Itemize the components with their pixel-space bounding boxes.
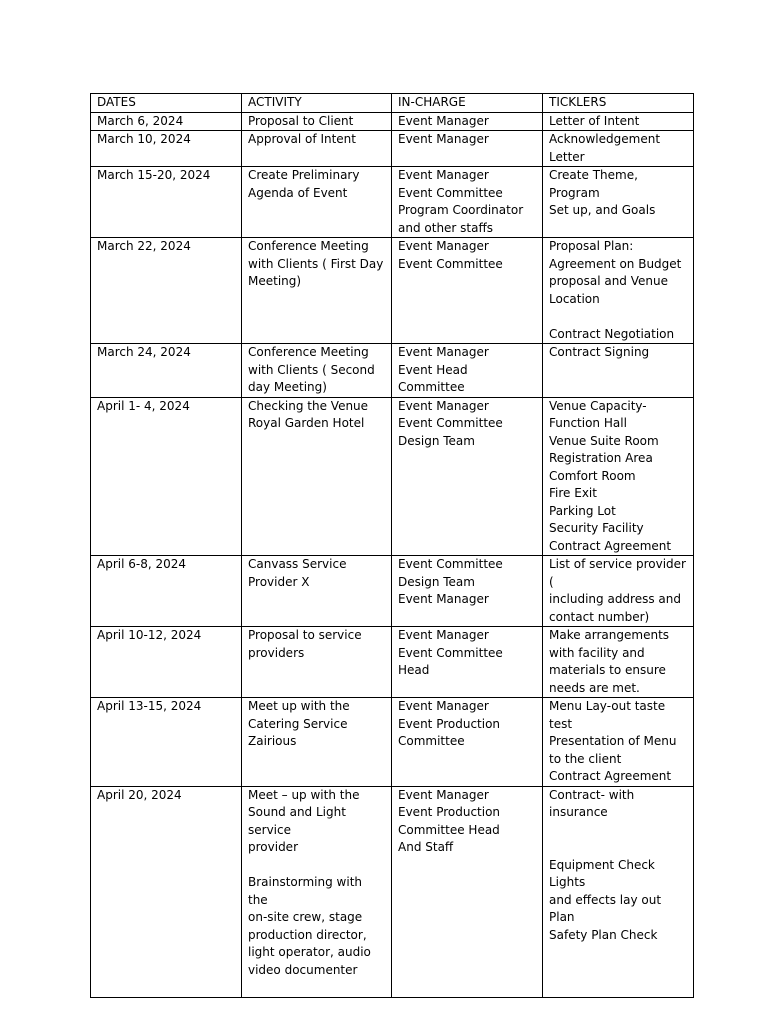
- ticklers-cell: [543, 167, 694, 238]
- in-charge-cell: [392, 627, 543, 698]
- in-charge-cell: [392, 238, 543, 344]
- cell-line: Event Head Committee: [398, 362, 468, 394]
- table-row: [91, 627, 694, 698]
- date-cell: [91, 397, 242, 556]
- activity-cell: [242, 238, 392, 344]
- cell-line: Parking Lot: [549, 503, 616, 518]
- activity-cell: [242, 786, 392, 997]
- ticklers-cell: [543, 397, 694, 556]
- cell-line: Meet – up with the: [248, 787, 360, 802]
- table-header-row: [91, 94, 694, 113]
- cell-line: Presentation of Menu: [549, 734, 677, 748]
- cell-line: Event Production: [398, 805, 501, 819]
- cell-line: to the client: [549, 751, 622, 766]
- table-row: [91, 556, 694, 627]
- table-row: [91, 131, 694, 167]
- cell-line: Safety Plan Check: [549, 927, 658, 942]
- cell-line: with Clients ( Second: [248, 362, 375, 377]
- cell-line: Proposal Plan:: [549, 239, 634, 253]
- cell-line: Contract Agreement: [549, 769, 672, 783]
- cell-line: Letter: [549, 149, 585, 164]
- cell-line: April 6-8, 2024: [97, 557, 187, 571]
- cell-line: Event Committee: [398, 185, 503, 200]
- blank-line: [549, 822, 687, 840]
- cell-line: Event Committee Head: [398, 645, 503, 677]
- cell-line: Event Manager: [398, 113, 489, 128]
- cell-line: Event Manager: [398, 592, 489, 606]
- activity-cell: [242, 344, 392, 398]
- activity-cell: [242, 556, 392, 627]
- cell-line: Approval of Intent: [248, 132, 356, 146]
- cell-line: Committee Head: [398, 822, 500, 837]
- cell-line: production director,: [248, 927, 367, 942]
- in-charge-cell: [392, 397, 543, 556]
- cell-line: Committee: [398, 734, 465, 748]
- cell-line: Function Hall: [549, 416, 627, 430]
- blank-line: [248, 979, 385, 997]
- cell-line: provider: [248, 840, 298, 854]
- table-row: [91, 698, 694, 787]
- cell-line: Brainstorming with the: [248, 875, 362, 907]
- cell-line: Catering Service: [248, 716, 348, 731]
- date-cell: [91, 167, 242, 238]
- in-charge-cell: [392, 556, 543, 627]
- cell-line: April 10-12, 2024: [97, 628, 202, 642]
- cell-line: March 24, 2024: [97, 345, 191, 359]
- in-charge-cell: [392, 112, 543, 131]
- date-cell: [91, 131, 242, 167]
- cell-line: And Staff: [398, 840, 454, 854]
- date-cell: [91, 344, 242, 398]
- ticklers-cell: [543, 556, 694, 627]
- schedule-table-body: [91, 94, 694, 998]
- cell-line: Contract Negotiation: [549, 326, 675, 341]
- in-charge-cell: [392, 786, 543, 997]
- cell-line: Contract- with: [549, 787, 635, 802]
- cell-line: contact number): [549, 609, 650, 624]
- cell-line: Event Committee: [398, 557, 503, 571]
- cell-line: Design Team: [398, 574, 475, 589]
- cell-line: with Clients ( First Day: [248, 256, 384, 271]
- cell-line: Event Committee: [398, 416, 503, 430]
- date-cell: [91, 786, 242, 997]
- table-row: [91, 786, 694, 997]
- cell-line: needs are met.: [549, 680, 640, 695]
- cell-line: Checking the Venue: [248, 398, 369, 413]
- table-row: [91, 167, 694, 238]
- cell-line: Event Manager: [398, 628, 489, 642]
- cell-line: Conference Meeting: [248, 239, 369, 253]
- cell-line: Equipment Check Lights: [549, 857, 655, 889]
- in-charge-cell: [392, 167, 543, 238]
- cell-line: Create Preliminary: [248, 168, 360, 182]
- date-cell: [91, 698, 242, 787]
- activity-cell: [242, 167, 392, 238]
- cell-line: with facility and: [549, 645, 645, 660]
- cell-line: March 22, 2024: [97, 239, 191, 253]
- cell-line: April 13-15, 2024: [97, 699, 202, 713]
- in-charge-cell: [392, 698, 543, 787]
- cell-line: light operator, audio: [248, 945, 371, 959]
- cell-line: Event Manager: [398, 345, 489, 359]
- cell-line: Proposal to service: [248, 628, 362, 642]
- cell-line: Contract Signing: [549, 345, 650, 359]
- table-row: [91, 112, 694, 131]
- header-dates: DATES: [91, 94, 242, 113]
- cell-line: insurance: [549, 805, 608, 819]
- ticklers-cell: [543, 786, 694, 997]
- ticklers-cell: [543, 131, 694, 167]
- cell-line: video documenter: [248, 962, 358, 977]
- ticklers-cell: [543, 238, 694, 344]
- activity-cell: [242, 131, 392, 167]
- cell-line: Meeting): [248, 274, 302, 288]
- cell-line: Proposal to Client: [248, 113, 354, 128]
- activity-cell: [242, 112, 392, 131]
- cell-line: Agreement on Budget: [549, 256, 682, 271]
- cell-line: Event Committee: [398, 256, 503, 271]
- cell-line: Canvass Service: [248, 557, 347, 571]
- cell-line: Event Manager: [398, 699, 489, 713]
- blank-line: [549, 308, 687, 326]
- cell-line: Security Facility: [549, 521, 644, 535]
- cell-line: March 6, 2024: [97, 113, 184, 128]
- cell-line: Event Manager: [398, 132, 489, 146]
- cell-line: Venue Suite Room: [549, 433, 659, 448]
- cell-line: March 10, 2024: [97, 132, 191, 146]
- cell-line: providers: [248, 645, 305, 660]
- cell-line: Menu Lay-out taste test: [549, 699, 666, 731]
- cell-line: Event Manager: [398, 239, 489, 253]
- header-ticklers: TICKLERS: [543, 94, 694, 113]
- cell-line: Contract Agreement: [549, 538, 672, 553]
- cell-line: including address and: [549, 592, 681, 606]
- cell-line: Event Manager: [398, 398, 489, 413]
- cell-line: and other staffs: [398, 220, 494, 235]
- cell-line: April 1- 4, 2024: [97, 398, 190, 413]
- cell-line: on-site crew, stage: [248, 910, 363, 924]
- cell-line: April 20, 2024: [97, 787, 182, 802]
- table-row: [91, 344, 694, 398]
- activity-cell: [242, 397, 392, 556]
- table-row: [91, 397, 694, 556]
- header-activity: ACTIVITY: [242, 94, 392, 113]
- cell-line: Comfort Room: [549, 468, 636, 483]
- ticklers-cell: [543, 344, 694, 398]
- cell-line: Program Coordinator: [398, 203, 524, 217]
- cell-line: Fire Exit: [549, 486, 597, 500]
- cell-line: day Meeting): [248, 380, 327, 394]
- date-cell: [91, 627, 242, 698]
- ticklers-cell: [543, 112, 694, 131]
- header-in-charge: IN-CHARGE: [392, 94, 543, 113]
- cell-line: Acknowledgement: [549, 132, 661, 146]
- cell-line: Meet up with the: [248, 699, 350, 713]
- cell-line: Registration Area: [549, 451, 653, 465]
- cell-line: Provider X: [248, 574, 310, 589]
- event-schedule-table: [90, 93, 694, 998]
- blank-line: [549, 839, 687, 857]
- in-charge-cell: [392, 131, 543, 167]
- date-cell: [91, 112, 242, 131]
- cell-line: Make arrangements: [549, 628, 670, 642]
- date-cell: [91, 238, 242, 344]
- activity-cell: [242, 698, 392, 787]
- cell-line: List of service provider (: [549, 557, 686, 589]
- cell-line: Event Manager: [398, 168, 489, 182]
- cell-line: Venue Capacity-: [549, 398, 647, 413]
- cell-line: Design Team: [398, 433, 475, 448]
- in-charge-cell: [392, 344, 543, 398]
- cell-line: Create Theme, Program: [549, 168, 638, 200]
- cell-line: Event Production: [398, 716, 501, 731]
- cell-line: Conference Meeting: [248, 345, 369, 359]
- cell-line: Sound and Light service: [248, 805, 346, 837]
- table-row: [91, 238, 694, 344]
- cell-line: proposal and Venue: [549, 274, 668, 288]
- cell-line: Zairious: [248, 734, 297, 748]
- activity-cell: [242, 627, 392, 698]
- cell-line: Set up, and Goals: [549, 203, 656, 217]
- cell-line: materials to ensure: [549, 663, 666, 677]
- ticklers-cell: [543, 698, 694, 787]
- cell-line: Event Manager: [398, 787, 489, 802]
- cell-line: and effects lay out Plan: [549, 892, 662, 924]
- date-cell: [91, 556, 242, 627]
- blank-line: [248, 857, 385, 875]
- cell-line: Location: [549, 291, 600, 306]
- cell-line: Letter of Intent: [549, 113, 640, 128]
- cell-line: March 15-20, 2024: [97, 168, 211, 182]
- cell-line: Royal Garden Hotel: [248, 416, 365, 430]
- cell-line: Agenda of Event: [248, 185, 348, 200]
- ticklers-cell: [543, 627, 694, 698]
